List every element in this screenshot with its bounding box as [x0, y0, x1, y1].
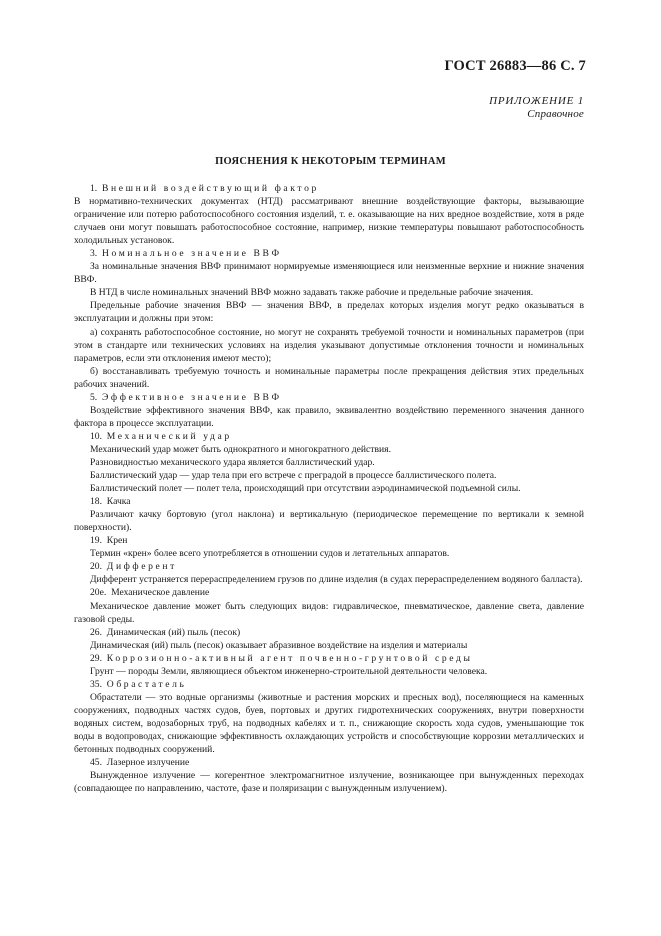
term-number: 10. [90, 430, 107, 442]
appendix-block [0, 95, 584, 121]
term-heading [74, 391, 584, 404]
term-number: 26. [90, 626, 107, 638]
term-heading [74, 586, 584, 599]
paragraph-text: Динамическая (ий) пыль (песок) оказывает абразивное воздействие на изделия и материалы [90, 639, 468, 651]
paragraph-text: б) восстанавливать требуемую точность и номинальные параметры после прекращения действия этих предельных рабочих значений. [74, 365, 584, 390]
paragraph [74, 456, 584, 469]
paragraph [74, 299, 584, 325]
term-number: 18. [90, 496, 107, 508]
paragraph-text: Термин «крен» более всего употребляется в отношении судов и летательных аппаратов. [90, 548, 450, 560]
paragraph [74, 665, 584, 678]
term-heading [74, 652, 584, 665]
term-number: 45. [90, 757, 107, 769]
term-heading [74, 678, 584, 691]
term-number: 20е. [90, 587, 112, 599]
paragraph-text: В нормативно-технических документах (НТД) рассматривают внешние воздействующие факторы, вызывающие ограничение или потерю работоспособного состояния изделий, т. е. оказывающие на них вредное воздействие, хотя в ряде случаев они могут повышать работоспособное состояние, например, низкие температуры повышают работоспособность холодильных установок. [74, 196, 584, 247]
term-name: Коррозионно-активный агент почвенно-грунтовой среды [106, 652, 473, 664]
term-name: Крен [106, 535, 128, 547]
paragraph [74, 443, 584, 456]
paragraph [74, 469, 584, 482]
paragraph-text: В НТД в числе номинальных значений ВВФ можно задавать также рабочие и предельные рабочие значения. [90, 287, 534, 299]
section-title: ПОЯСНЕНИЯ К НЕКОТОРЫМ ТЕРМИНАМ [215, 156, 446, 167]
term-name: Дифферент [106, 561, 177, 573]
paragraph-text: Предельные рабочие значения ВВФ — значения ВВФ, в пределах которых изделия могут редко оказываться в эксплуатации и должны при этом: [74, 300, 584, 325]
paragraph [74, 639, 584, 652]
term-number: 5. [90, 391, 102, 403]
appendix-label: ПРИЛОЖЕНИЕ 1 [489, 95, 584, 107]
term-name: Внешний воздействующий фактор [102, 183, 319, 194]
term-name: Механическое давление [111, 587, 210, 599]
paragraph [74, 260, 584, 286]
term-number: 1. [90, 183, 102, 194]
paragraph [74, 365, 584, 391]
paragraph-text: Грунт — породы Земли, являющиеся объектом инженерно-строительной деятельности человека. [90, 665, 488, 677]
terms-explanations [74, 182, 584, 795]
paragraph [74, 600, 584, 626]
paragraph-text: а) сохранять работоспособное состояние, но могут не сохранять требуемой точности и номинальных параметров (при этом в стандарте или технических условиях на изделия указывают допустимые отклонения точности и номинальных параметров, если эти отклонения имеют место); [74, 326, 584, 364]
term-heading [74, 247, 584, 260]
term-name: Динамическая (ий) пыль (песок) [106, 626, 241, 638]
term-heading [74, 534, 584, 547]
paragraph-text: Механическое давление может быть следующих видов: гидравлическое, пневматическое, давление света, давление газовой среды. [74, 600, 584, 625]
term-heading [74, 182, 584, 195]
paragraph-text: Баллистический удар — удар тела при его встрече с преградой в процессе баллистического полета. [90, 470, 497, 482]
term-heading [74, 495, 584, 508]
paragraph-text: Различают качку бортовую (угол наклона) и вертикальную (периодическое перемещение по вертикали к земной поверхности). [74, 509, 584, 534]
paragraph-text: Обрастатели — это водные организмы (животные и растения морских и пресных вод), поселяющиеся на каменных сооружениях, подводных частях судов, буев, портовых и других гидротехнических сооружениях, внутри поверхности водяных систем, водозаборных труб, на подводных кабелях и т. п., снижающие скорость хода судов, уменьшающие ток воды в водопроводах, снижающие эффективность охлаждающих устройств и способствующие коррозии металлических и бетонных подводных сооружений. [74, 691, 584, 756]
term-name: Эффективное значение ВВФ [102, 391, 282, 403]
term-name: Качка [106, 496, 131, 508]
paragraph-text: Разновидностью механического удара является баллистический удар. [90, 456, 375, 468]
paragraph-text: Вынужденное излучение — когерентное электромагнитное излучение, возникающее при вынужденных переходах (совпадающее по направлению, частоте, фазе и поляризации с вынужденным излучением). [74, 770, 584, 795]
paragraph [74, 573, 584, 586]
paragraph [74, 769, 584, 795]
appendix-type: Справочное [527, 108, 584, 120]
term-heading [74, 626, 584, 639]
term-number: 20. [90, 561, 107, 573]
term-number: 3. [90, 248, 102, 260]
term-number: 35. [90, 678, 107, 690]
term-name: Номинальное значение ВВФ [102, 248, 282, 260]
paragraph [74, 691, 584, 756]
term-heading [74, 756, 584, 769]
document-code: ГОСТ 26883—86 С. 7 [444, 58, 586, 74]
paragraph [74, 508, 584, 534]
term-name: Обрастатель [106, 678, 187, 690]
paragraph-text: Воздействие эффективного значения ВВФ, как правило, эквивалентно воздействию переменного значения данного фактора в процессе эксплуатации. [74, 404, 584, 429]
paragraph-text: За номинальные значения ВВФ принимают нормируемые изменяющиеся или неизменные верхние и нижние значения ВВФ. [74, 261, 584, 286]
paragraph [74, 286, 584, 299]
term-heading [74, 430, 584, 443]
paragraph [74, 404, 584, 430]
term-name: Механический удар [106, 430, 232, 442]
paragraph-text: Механический удар может быть однократного и многократного действия. [90, 443, 391, 455]
paragraph [74, 547, 584, 560]
term-number: 19. [90, 535, 107, 547]
paragraph-text: Дифферент устраняется перераспределением грузов по длине изделия (в судах перераспределением водяного балласта). [90, 574, 583, 586]
paragraph [74, 482, 584, 495]
paragraph [74, 326, 584, 365]
term-heading [74, 560, 584, 573]
paragraph-text: Баллистический полет — полет тела, происходящий при отсутствии аэродинамической подъемной силы. [90, 483, 521, 495]
term-name: Лазерное излучение [106, 757, 190, 769]
paragraph [74, 195, 584, 247]
term-number: 29. [90, 652, 107, 664]
